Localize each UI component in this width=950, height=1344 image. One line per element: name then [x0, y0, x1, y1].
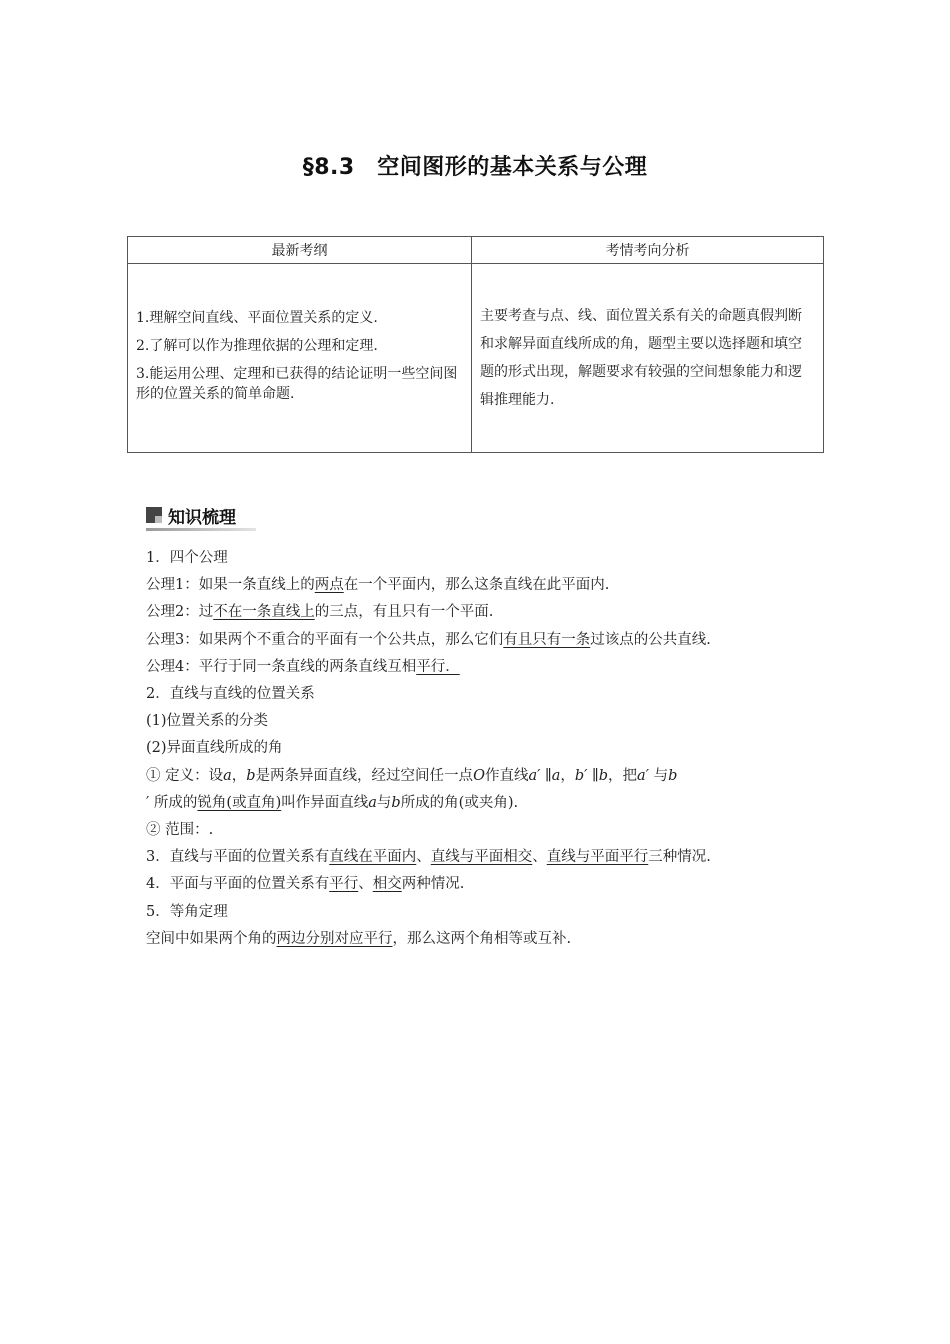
square-block-icon	[146, 507, 162, 523]
axiom-1: 公理1：如果一条直线上的两点在一个平面内，那么这条直线在此平面内.	[146, 577, 610, 594]
knowledge-content	[146, 545, 826, 953]
outline-item-2: 2.了解可以作为推理依据的公理和定理.	[136, 338, 378, 354]
range-line: ② 范围：.	[146, 822, 214, 839]
subheading-classification: (1)位置关系的分类	[146, 713, 269, 730]
table-header-outline: 最新考纲	[128, 237, 472, 264]
definition-line-1: ① 定义：设a，b是两条异面直线，经过空间任一点O作直线a′ ∥a，b′ ∥b，把a′ 与b	[146, 767, 678, 784]
heading-four-axioms: 1．四个公理	[146, 550, 228, 566]
outline-cell	[128, 264, 472, 453]
exam-outline-table	[127, 236, 824, 453]
definition-line-2: ′ 所成的锐角(或直角)叫作异面直线a与b所成的角(或夹角).	[146, 794, 519, 811]
table-header-analysis: 考情考向分析	[472, 237, 824, 264]
axiom-2: 公理2：过不在一条直线上的三点，有且只有一个平面.	[146, 604, 494, 621]
line-plane-relations: 3．直线与平面的位置关系有直线在平面内、直线与平面相交、直线与平面平行三种情况.	[146, 849, 711, 866]
section-heading	[146, 502, 256, 528]
heading-line-line: 2．直线与直线的位置关系	[146, 686, 315, 703]
page-title: §8.3 空间图形的基本关系与公理	[302, 155, 648, 180]
plane-plane-relations: 4．平面与平面的位置关系有平行、相交两种情况.	[146, 876, 465, 893]
heading-equal-angle: 5．等角定理	[146, 903, 228, 920]
outline-item-3: 3.能运用公理、定理和已获得的结论证明一些空间图形的位置关系的简单命题.	[136, 366, 458, 402]
equal-angle-theorem: 空间中如果两个角的两边分别对应平行，那么这两个角相等或互补.	[146, 930, 572, 947]
axiom-4: 公理4：平行于同一条直线的两条直线互相平行．	[146, 658, 460, 675]
section-title: 知识梳理	[168, 507, 236, 528]
section-underline	[146, 528, 256, 531]
analysis-text: 主要考查与点、线、面位置关系有关的命题真假判断和求解异面直线所成的角，题型主要以选择题和填空题的形式出现，解题要求有较强的空间想象能力和逻辑推理能力.	[480, 308, 802, 408]
axiom-3: 公理3：如果两个不重合的平面有一个公共点，那么它们有且只有一条过该点的公共直线.	[146, 631, 711, 648]
outline-item-1: 1.理解空间直线、平面位置关系的定义.	[136, 310, 378, 326]
analysis-cell	[472, 264, 824, 453]
subheading-skew-angle: (2)异面直线所成的角	[146, 740, 283, 757]
